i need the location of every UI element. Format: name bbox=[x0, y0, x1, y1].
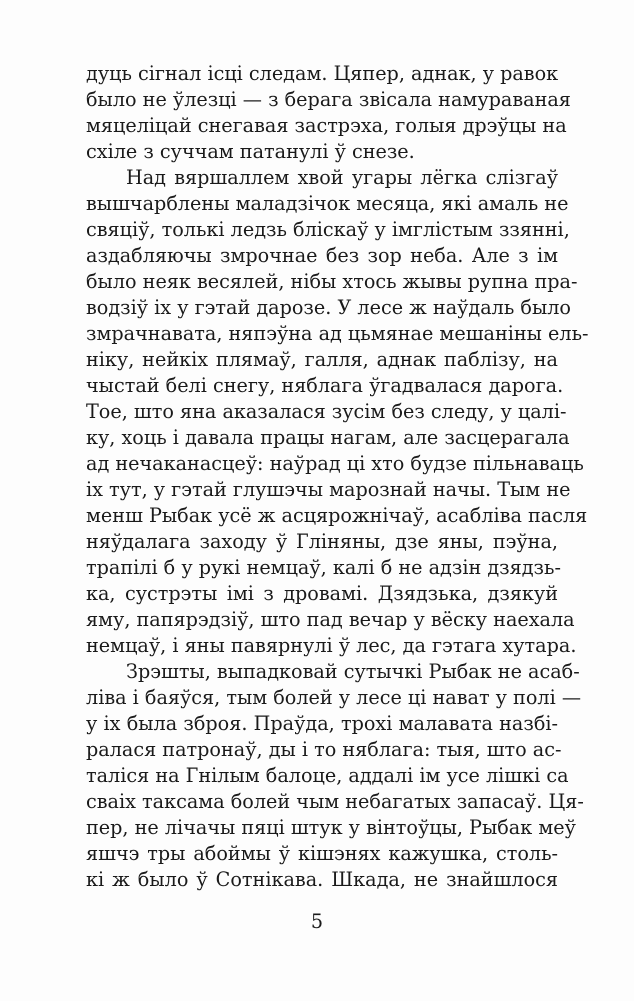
text-line: мяцеліцай снегавая застрэха, голыя дрэўцы на bbox=[86, 114, 567, 137]
text-line: таліся на Гнілым балоце, аддалі ім усе лішкі са bbox=[86, 764, 569, 787]
text-line: ралася патронаў, ды і то няблага: тыя, што ас- bbox=[86, 738, 562, 761]
text-line: вышчарблены маладзічок месяца, які амаль не bbox=[86, 192, 569, 215]
page-number: 5 bbox=[310, 910, 324, 933]
text-line: Зрэшты, выпадковай сутычкі Рыбак не асаб- bbox=[126, 660, 580, 683]
text-line: было не ўлезці — з берага звісала намураваная bbox=[86, 88, 571, 111]
text-line: дуць сігнал ісці следам. Цяпер, аднак, у равок bbox=[86, 62, 559, 85]
text-line: у іх была зброя. Праўда, трохі малавата назбі- bbox=[86, 712, 558, 735]
text-line: водзіў іх у гэтай дарозе. У лесе ж наўдаль было bbox=[86, 296, 571, 319]
text-line: менш Рыбак усё ж асцярожнічаў, асабліва пасля bbox=[86, 504, 588, 527]
text-line: ад нечаканасцеў: наўрад ці хто будзе пільнаваць bbox=[86, 452, 584, 475]
text-line: сваіх таксама болей чым небагатых запасаў. Ця- bbox=[86, 790, 584, 813]
text-line: ніку, нейкіх плямаў, галля, аднак паблізу, на bbox=[86, 348, 558, 371]
text-line: кі ж было ў Сотнікава. Шкада, не знайшлося bbox=[86, 868, 558, 891]
text-line: змрачнавата, няпэўна ад цьмянае мешаніны ель- bbox=[86, 322, 589, 345]
text-line: ку, хоць і давала працы нагам, але засцерагала bbox=[86, 426, 570, 449]
text-line: іх тут, у гэтай глушэчы марознай начы. Тым не bbox=[86, 478, 571, 501]
text-line: аздабляючы змрочнае без зор неба. Але з ім bbox=[86, 244, 558, 267]
text-line: ка, сустрэты імі з дровамі. Дзядзька, дзякуй bbox=[86, 582, 558, 605]
text-line: ліва і баяўся, тым болей у лесе ці нават у полі — bbox=[86, 686, 582, 709]
text-line: Над вяршаллем хвой угары лёгка слізгаў bbox=[126, 166, 558, 189]
text-line: схіле з суччам патанулі ў снезе. bbox=[86, 140, 415, 163]
text-line: чыстай белі снегу, няблага ўгадвалася дарога. bbox=[86, 374, 564, 397]
text-line: пер, не лічачы пяці штук у вінтоўцы, Рыбак меў bbox=[86, 816, 576, 839]
text-line: свяціў, толькі ледзь бліскаў у імглістым ззянні, bbox=[86, 218, 570, 241]
text-line: немцаў, і яны павярнулі ў лес, да гэтага хутара. bbox=[86, 634, 577, 657]
text-line: няўдалага заходу ў Гліняны, дзе яны, пэўна, bbox=[86, 530, 558, 553]
text-line: было неяк весялей, нібы хтось жывы рупна пра- bbox=[86, 270, 578, 293]
text-line: Тое, што яна аказалася зусім без следу, у цалі- bbox=[86, 400, 567, 423]
text-line: трапілі б у рукі немцаў, калі б не адзін дзядзь- bbox=[86, 556, 561, 579]
text-line: яшчэ тры абоймы ў кішэнях кажушка, столь- bbox=[86, 842, 558, 865]
text-line: яму, папярэдзіў, што пад вечар у вёску наехала bbox=[86, 608, 575, 631]
